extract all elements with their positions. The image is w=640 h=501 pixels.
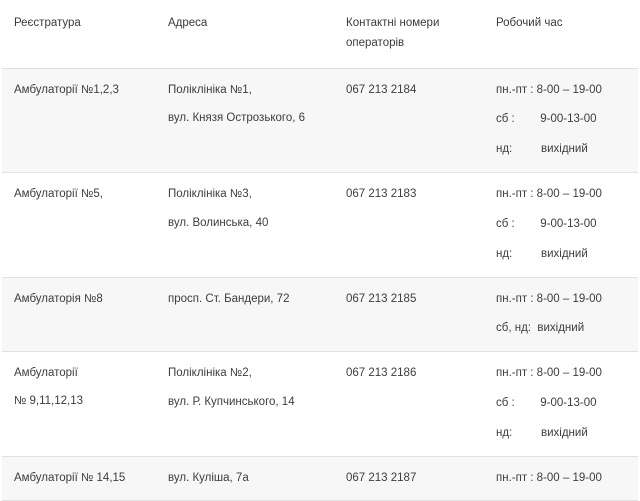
column-header-address	[156, 0, 334, 68]
cell-phone	[334, 173, 484, 277]
cell-phone	[334, 277, 484, 352]
cell-registry	[2, 277, 156, 352]
cell-address	[156, 68, 334, 172]
cell-phone	[334, 456, 484, 501]
cell-hours	[484, 68, 638, 172]
registry-line: № 9,11,12,13	[14, 394, 84, 407]
table-row	[2, 173, 638, 277]
clinic-contacts-table	[2, 0, 638, 501]
hours-line: сб : 9-00-13-00	[496, 217, 597, 230]
registry-line: Амбулаторії №1,2,3	[14, 83, 119, 96]
header-line: Реєстратура	[14, 17, 81, 29]
table-row	[2, 68, 638, 172]
registry-line: Амбулаторії №5,	[14, 188, 103, 201]
cell-registry	[2, 68, 156, 172]
table-header-row	[2, 0, 638, 68]
column-header-hours	[484, 0, 638, 68]
hours-line: сб : 9-00-13-00	[496, 113, 597, 126]
table-header	[2, 0, 638, 68]
address-line: вул. Князя Острозького, 6	[168, 112, 305, 125]
column-header-registry	[2, 0, 156, 68]
table-row	[2, 456, 638, 501]
cell-registry	[2, 456, 156, 501]
hours-line: пн.-пт : 8-00 – 19-00	[496, 471, 602, 484]
header-line: Робочий час	[496, 17, 563, 29]
header-line: Контактні номери	[346, 17, 440, 29]
cell-phone	[334, 68, 484, 172]
address-line: вул. Р. Купчинського, 14	[168, 395, 295, 408]
header-line: Адреса	[168, 17, 208, 29]
hours-line: сб : 9-00-13-00	[496, 396, 597, 409]
cell-hours	[484, 277, 638, 352]
address-line: вул. Куліша, 7а	[168, 471, 249, 484]
hours-line: пн.-пт : 8-00 – 19-00	[496, 292, 602, 305]
cell-registry	[2, 173, 156, 277]
hours-line: нд: вихідний	[496, 247, 588, 260]
phone-number[interactable]: 067 213 2185	[346, 292, 417, 305]
cell-address	[156, 456, 334, 501]
cell-registry	[2, 352, 156, 456]
cell-address	[156, 277, 334, 352]
address-line: просп. Ст. Бандери, 72	[168, 292, 290, 305]
phone-number[interactable]: 067 213 2184	[346, 83, 417, 96]
cell-hours	[484, 456, 638, 501]
table-body	[2, 68, 638, 501]
registry-line: Амбулаторія №8	[14, 292, 103, 305]
cell-hours	[484, 173, 638, 277]
table-row	[2, 352, 638, 456]
address-line: вул. Волинська, 40	[168, 216, 269, 229]
address-line: Поліклініка №2,	[168, 367, 252, 380]
registry-line: Амбулаторії	[14, 367, 78, 380]
registry-line: Амбулаторії № 14,15	[14, 471, 126, 484]
phone-number[interactable]: 067 213 2187	[346, 471, 417, 484]
hours-line: пн.-пт : 8-00 – 19-00	[496, 83, 602, 96]
address-line: Поліклініка №1,	[168, 83, 252, 96]
address-line: Поліклініка №3,	[168, 188, 252, 201]
table-row	[2, 277, 638, 352]
cell-address	[156, 352, 334, 456]
cell-hours	[484, 352, 638, 456]
cell-phone	[334, 352, 484, 456]
column-header-phones	[334, 0, 484, 68]
header-line: операторів	[346, 36, 405, 49]
hours-line: пн.-пт : 8-00 – 19-00	[496, 188, 602, 201]
cell-address	[156, 173, 334, 277]
hours-line: нд: вихідний	[496, 143, 588, 156]
hours-line: пн.-пт : 8-00 – 19-00	[496, 367, 602, 380]
hours-line: сб, нд: вихідний	[496, 322, 585, 335]
hours-line: нд: вихідний	[496, 426, 588, 439]
phone-number[interactable]: 067 213 2183	[346, 188, 417, 201]
phone-number[interactable]: 067 213 2186	[346, 367, 417, 380]
